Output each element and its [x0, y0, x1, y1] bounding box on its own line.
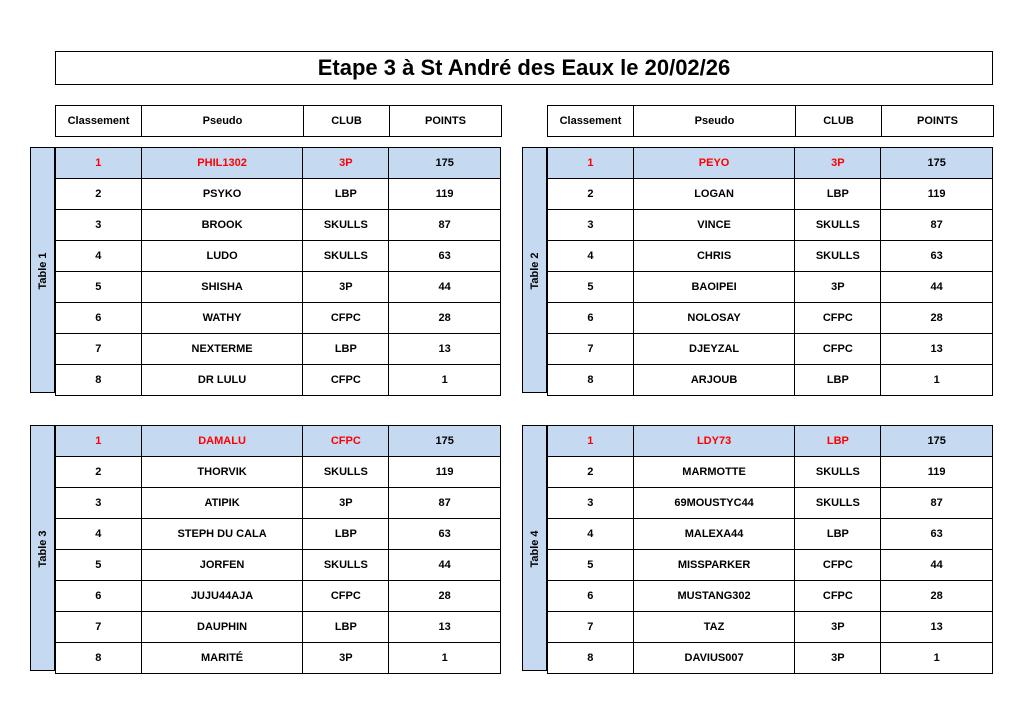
rank-cell: 8 — [56, 365, 142, 396]
rank-cell: 1 — [56, 426, 142, 457]
ranking-block-table-2 — [522, 147, 993, 394]
pseudo-cell: MARMOTTE — [633, 457, 795, 488]
pseudo-cell: DAVIUS007 — [633, 643, 795, 674]
ranking-row — [548, 581, 993, 612]
ranking-row — [548, 519, 993, 550]
ranking-row — [56, 179, 501, 210]
points-cell: 63 — [881, 241, 993, 272]
club-cell: LBP — [303, 612, 389, 643]
club-cell: CFPC — [303, 365, 389, 396]
rank-cell: 7 — [548, 334, 634, 365]
ranking-row — [56, 148, 501, 179]
club-cell: SKULLS — [303, 210, 389, 241]
ranking-row — [56, 581, 501, 612]
ranking-row — [548, 643, 993, 674]
rank-cell: 6 — [548, 303, 634, 334]
ranking-row — [56, 272, 501, 303]
column-header-right — [547, 105, 994, 137]
ranking-row — [548, 426, 993, 457]
pseudo-cell: LOGAN — [633, 179, 795, 210]
rank-cell: 3 — [548, 488, 634, 519]
ranking-row — [548, 488, 993, 519]
points-cell: 87 — [881, 488, 993, 519]
ranking-block-table-1 — [30, 147, 501, 394]
ranking-row — [548, 241, 993, 272]
pseudo-cell: THORVIK — [141, 457, 303, 488]
pseudo-cell: JORFEN — [141, 550, 303, 581]
points-cell: 44 — [881, 272, 993, 303]
pseudo-cell: PEYO — [633, 148, 795, 179]
club-cell: SKULLS — [303, 457, 389, 488]
ranking-row — [548, 365, 993, 396]
pseudo-cell: DAUPHIN — [141, 612, 303, 643]
points-cell: 175 — [389, 148, 501, 179]
pseudo-cell: LUDO — [141, 241, 303, 272]
club-cell: 3P — [795, 643, 881, 674]
club-cell: SKULLS — [303, 550, 389, 581]
points-cell: 13 — [389, 334, 501, 365]
pseudo-cell: JUJU44AJA — [141, 581, 303, 612]
header-points: POINTS — [882, 106, 994, 137]
pseudo-cell: ATIPIK — [141, 488, 303, 519]
ranking-row — [548, 148, 993, 179]
rank-cell: 2 — [56, 179, 142, 210]
club-cell: CFPC — [795, 334, 881, 365]
pseudo-cell: 69MOUSTYC44 — [633, 488, 795, 519]
club-cell: LBP — [303, 179, 389, 210]
pseudo-cell: CHRIS — [633, 241, 795, 272]
pseudo-cell: DJEYZAL — [633, 334, 795, 365]
rank-cell: 8 — [548, 643, 634, 674]
pseudo-cell: PSYKO — [141, 179, 303, 210]
club-cell: CFPC — [303, 581, 389, 612]
rank-cell: 4 — [56, 519, 142, 550]
points-cell: 119 — [881, 179, 993, 210]
club-cell: LBP — [795, 179, 881, 210]
club-cell: CFPC — [795, 303, 881, 334]
points-cell: 63 — [881, 519, 993, 550]
club-cell: LBP — [795, 519, 881, 550]
club-cell: LBP — [795, 426, 881, 457]
column-header-left — [55, 105, 502, 137]
points-cell: 13 — [881, 612, 993, 643]
rank-cell: 1 — [56, 148, 142, 179]
ranking-table — [55, 147, 501, 396]
pseudo-cell: VINCE — [633, 210, 795, 241]
ranking-row — [548, 550, 993, 581]
table-side-label-box — [30, 147, 55, 393]
rank-cell: 4 — [548, 241, 634, 272]
ranking-table — [547, 147, 993, 396]
header-classement: Classement — [548, 106, 634, 137]
rank-cell: 2 — [548, 179, 634, 210]
points-cell: 119 — [881, 457, 993, 488]
ranking-row — [548, 210, 993, 241]
points-cell: 1 — [389, 643, 501, 674]
points-cell: 13 — [881, 334, 993, 365]
rank-cell: 6 — [56, 581, 142, 612]
ranking-row — [56, 334, 501, 365]
ranking-row — [548, 179, 993, 210]
club-cell: 3P — [795, 272, 881, 303]
pseudo-cell: DR LULU — [141, 365, 303, 396]
ranking-row — [548, 612, 993, 643]
header-classement: Classement — [56, 106, 142, 137]
ranking-table — [55, 425, 501, 674]
table-label: Table 3 — [37, 530, 49, 568]
points-cell: 87 — [881, 210, 993, 241]
ranking-row — [56, 550, 501, 581]
ranking-row — [56, 241, 501, 272]
pseudo-cell: ARJOUB — [633, 365, 795, 396]
pseudo-cell: NEXTERME — [141, 334, 303, 365]
pseudo-cell: MUSTANG302 — [633, 581, 795, 612]
rank-cell: 8 — [548, 365, 634, 396]
pseudo-cell: NOLOSAY — [633, 303, 795, 334]
club-cell: LBP — [303, 334, 389, 365]
points-cell: 175 — [881, 426, 993, 457]
pseudo-cell: MALEXA44 — [633, 519, 795, 550]
pseudo-cell: BROOK — [141, 210, 303, 241]
table-side-label-box — [522, 147, 547, 393]
header-club: CLUB — [796, 106, 882, 137]
rank-cell: 3 — [56, 210, 142, 241]
ranking-row — [56, 519, 501, 550]
rank-cell: 5 — [56, 272, 142, 303]
ranking-row — [56, 426, 501, 457]
pseudo-cell: BAOIPEI — [633, 272, 795, 303]
ranking-row — [56, 457, 501, 488]
club-cell: CFPC — [303, 426, 389, 457]
club-cell: CFPC — [795, 581, 881, 612]
points-cell: 44 — [881, 550, 993, 581]
ranking-row — [56, 488, 501, 519]
points-cell: 1 — [881, 643, 993, 674]
rank-cell: 7 — [56, 334, 142, 365]
points-cell: 13 — [389, 612, 501, 643]
ranking-table — [547, 425, 993, 674]
club-cell: 3P — [303, 643, 389, 674]
club-cell: LBP — [795, 365, 881, 396]
table-side-label-box — [30, 425, 55, 671]
rank-cell: 5 — [548, 272, 634, 303]
rank-cell: 4 — [548, 519, 634, 550]
pseudo-cell: WATHY — [141, 303, 303, 334]
table-side-label-box — [522, 425, 547, 671]
points-cell: 28 — [389, 581, 501, 612]
club-cell: 3P — [303, 488, 389, 519]
club-cell: SKULLS — [795, 241, 881, 272]
club-cell: 3P — [303, 148, 389, 179]
pseudo-cell: STEPH DU CALA — [141, 519, 303, 550]
pseudo-cell: MISSPARKER — [633, 550, 795, 581]
points-cell: 63 — [389, 519, 501, 550]
points-cell: 119 — [389, 179, 501, 210]
points-cell: 28 — [881, 303, 993, 334]
club-cell: 3P — [303, 272, 389, 303]
points-cell: 1 — [881, 365, 993, 396]
points-cell: 44 — [389, 550, 501, 581]
rank-cell: 4 — [56, 241, 142, 272]
club-cell: SKULLS — [795, 488, 881, 519]
ranking-row — [56, 643, 501, 674]
club-cell: SKULLS — [795, 457, 881, 488]
header-points: POINTS — [390, 106, 502, 137]
ranking-row — [56, 210, 501, 241]
club-cell: LBP — [303, 519, 389, 550]
points-cell: 63 — [389, 241, 501, 272]
rank-cell: 8 — [56, 643, 142, 674]
pseudo-cell: DAMALU — [141, 426, 303, 457]
rank-cell: 3 — [548, 210, 634, 241]
ranking-row — [56, 365, 501, 396]
ranking-row — [548, 457, 993, 488]
points-cell: 119 — [389, 457, 501, 488]
table-label: Table 1 — [37, 252, 49, 290]
rank-cell: 7 — [548, 612, 634, 643]
points-cell: 44 — [389, 272, 501, 303]
rank-cell: 7 — [56, 612, 142, 643]
points-cell: 175 — [881, 148, 993, 179]
club-cell: CFPC — [303, 303, 389, 334]
ranking-block-table-3 — [30, 425, 501, 672]
ranking-row — [56, 303, 501, 334]
rank-cell: 1 — [548, 426, 634, 457]
points-cell: 87 — [389, 210, 501, 241]
pseudo-cell: SHISHA — [141, 272, 303, 303]
ranking-row — [548, 334, 993, 365]
pseudo-cell: TAZ — [633, 612, 795, 643]
rank-cell: 1 — [548, 148, 634, 179]
rank-cell: 2 — [56, 457, 142, 488]
rank-cell: 6 — [548, 581, 634, 612]
points-cell: 1 — [389, 365, 501, 396]
ranking-row — [56, 612, 501, 643]
table-label: Table 2 — [529, 252, 541, 290]
points-cell: 87 — [389, 488, 501, 519]
header-pseudo: Pseudo — [142, 106, 304, 137]
club-cell: CFPC — [795, 550, 881, 581]
club-cell: 3P — [795, 148, 881, 179]
ranking-row — [548, 303, 993, 334]
rank-cell: 3 — [56, 488, 142, 519]
ranking-block-table-4 — [522, 425, 993, 672]
rank-cell: 2 — [548, 457, 634, 488]
ranking-row — [548, 272, 993, 303]
points-cell: 175 — [389, 426, 501, 457]
club-cell: SKULLS — [303, 241, 389, 272]
club-cell: 3P — [795, 612, 881, 643]
header-club: CLUB — [304, 106, 390, 137]
pseudo-cell: MARITÉ — [141, 643, 303, 674]
points-cell: 28 — [389, 303, 501, 334]
pseudo-cell: LDY73 — [633, 426, 795, 457]
table-label: Table 4 — [529, 530, 541, 568]
points-cell: 28 — [881, 581, 993, 612]
rank-cell: 6 — [56, 303, 142, 334]
rank-cell: 5 — [548, 550, 634, 581]
page-title: Etape 3 à St André des Eaux le 20/02/26 — [55, 51, 993, 85]
rank-cell: 5 — [56, 550, 142, 581]
pseudo-cell: PHIL1302 — [141, 148, 303, 179]
header-pseudo: Pseudo — [634, 106, 796, 137]
club-cell: SKULLS — [795, 210, 881, 241]
